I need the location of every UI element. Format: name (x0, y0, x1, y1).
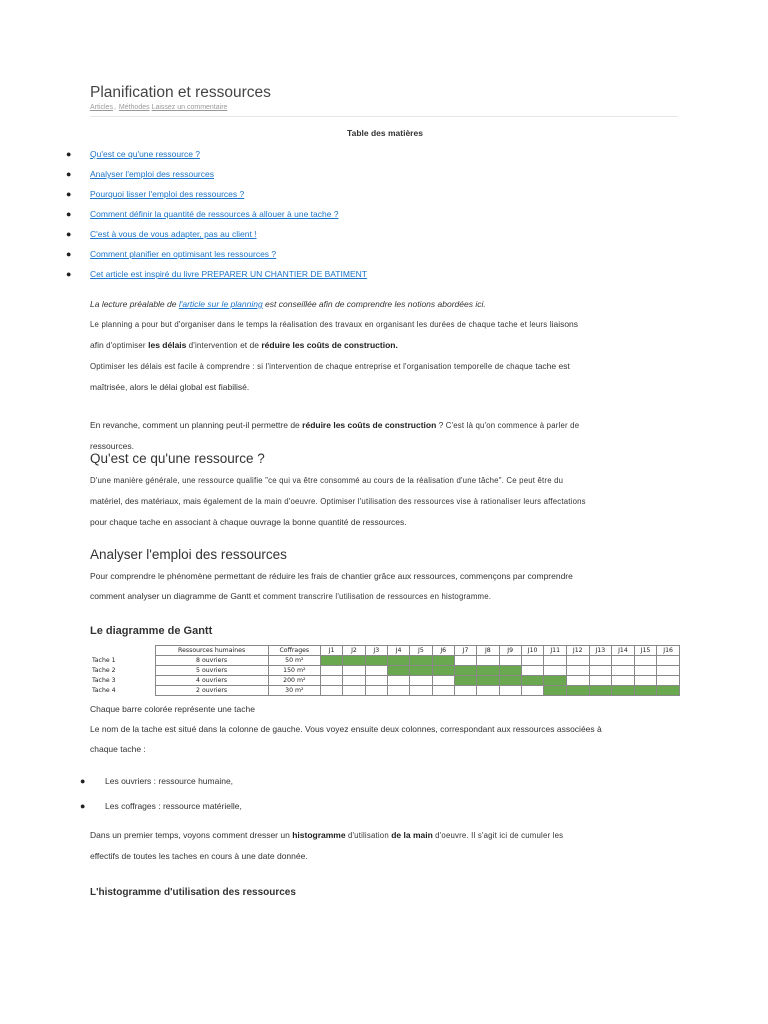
text: et de (237, 340, 262, 350)
section2-paragraph (90, 566, 680, 607)
gantt-header: J8 (477, 646, 499, 656)
list-item (80, 794, 680, 819)
text: maîtrisée, alors le délai global est fiabilisé. (90, 382, 250, 392)
gantt-task-name: Tache 4 (90, 686, 155, 696)
toc-link[interactable]: Comment définir la quantité de ressources à allouer à une tache ? (90, 209, 339, 219)
gantt-header: J6 (432, 646, 454, 656)
gantt-bar-cell (321, 656, 343, 666)
text: Dans un premier temps, voyons comment dresser un (90, 830, 293, 840)
gantt-day-cell (612, 656, 635, 666)
gantt-day-cell (410, 676, 432, 686)
toc-link[interactable]: Cet article est inspiré du livre PREPARER UN CHANTIER DE BATIMENT (90, 269, 367, 279)
gantt-bar-cell (499, 676, 521, 686)
comment-link[interactable]: Laissez un commentaire (151, 104, 228, 111)
text: Le nom de la tache est situé dans la colonne de gauche. Vous voyez ensuite deux colonnes, correspondant aux ressources associées à (90, 724, 602, 734)
gantt-day-cell (566, 666, 589, 676)
text: Les coffrages : ressource matérielle, (105, 801, 242, 811)
gantt-bar-cell (410, 666, 432, 676)
text: d'oeuvre (432, 831, 467, 840)
gantt-day-cell (612, 676, 635, 686)
text: ce qu'une (132, 451, 191, 466)
divider (90, 116, 678, 117)
gantt-day-cell (544, 656, 567, 666)
tag-link[interactable]: Méthodes (118, 104, 150, 111)
gantt-header: J13 (589, 646, 612, 656)
gantt-coffrage-cell: 50 m² (268, 656, 320, 666)
gantt-bar-cell (544, 676, 567, 686)
toc-title: Table des matières (347, 128, 423, 138)
gantt-header: Coffrages (268, 646, 320, 656)
section1-paragraph (90, 470, 680, 532)
gantt-day-cell (321, 686, 343, 696)
intro-paragraph-1 (90, 294, 680, 314)
text: ressource ? (190, 451, 265, 466)
text: Analyser (90, 547, 147, 562)
gantt-day-cell (657, 656, 680, 666)
toc-link[interactable]: Analyser l'emploi des ressources (90, 169, 214, 179)
gantt-table (90, 645, 680, 696)
category-link[interactable]: Articles (90, 104, 113, 111)
gantt-day-cell (365, 676, 387, 686)
gantt-header: J12 (566, 646, 589, 656)
text: d'intervention (186, 341, 238, 350)
gantt-task-name: Tache 3 (90, 676, 155, 686)
toc-item (66, 184, 680, 204)
gantt-day-cell (343, 666, 365, 676)
gantt-day-cell (521, 656, 544, 666)
bullet-icon: ● (66, 229, 72, 239)
gantt-rh-cell: 4 ouvriers (155, 676, 268, 686)
gantt-row (90, 676, 680, 686)
toc-link[interactable]: Pourquoi lisser l'emploi des ressources ? (90, 189, 245, 199)
gantt-row (90, 686, 680, 696)
gantt-bar-cell (432, 666, 454, 676)
gantt-bar-cell (634, 686, 657, 696)
text: est conseillée afin de comprendre les notions abordées ici. (262, 299, 486, 309)
gantt-coffrage-cell: 150 m² (268, 666, 320, 676)
histogram-intro (90, 825, 680, 866)
bullet-icon: ● (66, 169, 72, 179)
gantt-header-row (90, 646, 680, 656)
gantt-day-cell (499, 656, 521, 666)
gantt-header: J5 (410, 646, 432, 656)
toc-list (66, 144, 680, 284)
text: d'utilisation (345, 831, 389, 840)
gantt-bar-cell (612, 686, 635, 696)
gantt-day-cell (343, 676, 365, 686)
gantt-day-cell (612, 666, 635, 676)
gantt-day-cell (634, 676, 657, 686)
toc-item (66, 144, 680, 164)
gantt-day-cell (477, 686, 499, 696)
page-title: Planification et ressources (90, 84, 271, 101)
gantt-day-cell (321, 676, 343, 686)
gantt-day-cell (566, 676, 589, 686)
text: ressources. (90, 441, 134, 451)
gantt-day-cell (387, 686, 409, 696)
text: comment analyser un diagramme de Gantt (90, 591, 252, 601)
text: et comment transcrire l'utilisation de ressources en histogramme. (251, 592, 492, 601)
gantt-day-cell (410, 686, 432, 696)
intro-paragraph-2 (90, 314, 680, 356)
text: En revanche, comment un planning peut-il permettre de (90, 420, 303, 430)
gantt-day-cell (657, 666, 680, 676)
gantt-bar-cell (454, 666, 476, 676)
gantt-bar-cell (566, 686, 589, 696)
section-title-analyser (90, 546, 680, 564)
toc-item (66, 204, 680, 224)
gantt-corner (90, 646, 155, 656)
gantt-day-cell (589, 666, 612, 676)
bullet-icon: ● (66, 209, 72, 219)
gantt-bar-cell (544, 686, 567, 696)
bold-text: les délais (148, 340, 187, 350)
gantt-row (90, 666, 680, 676)
gantt-rh-cell: 8 ouvriers (155, 656, 268, 666)
text: effectifs de toutes les taches en cours à une date donnée. (90, 851, 308, 861)
gantt-day-cell (432, 686, 454, 696)
gantt-day-cell (634, 656, 657, 666)
text: Les ouvriers : ressource humaine, (105, 776, 234, 786)
section-title-ressource (90, 450, 680, 468)
gantt-bar-cell (521, 676, 544, 686)
post-meta (90, 103, 680, 112)
gantt-day-cell (657, 676, 680, 686)
text: Le planning a pour but d'organiser dans le temps la réalisation des travaux en organisant les durées de chaque tache et leurs (90, 320, 548, 329)
bullet-icon: ● (66, 269, 72, 279)
planning-article-link[interactable]: l'article sur le planning (178, 299, 263, 309)
bullet-icon: ● (66, 149, 72, 159)
gantt-header: J7 (454, 646, 476, 656)
bold-text: réduire les coûts de construction. (261, 340, 398, 350)
gantt-header: J2 (343, 646, 365, 656)
text: . Il s'agit ici de cumuler les (466, 831, 564, 840)
gantt-bar-cell (432, 656, 454, 666)
gantt-day-cell (566, 656, 589, 666)
gantt-bar-cell (387, 656, 409, 666)
text: C'est là qu'on commence à parler de (445, 421, 580, 430)
bullet-icon: ● (80, 801, 86, 811)
gantt-day-cell (634, 666, 657, 676)
resource-list (80, 769, 680, 819)
gantt-day-cell (365, 666, 387, 676)
gantt-header: J16 (657, 646, 680, 656)
gantt-row (90, 656, 680, 666)
text: Qu'est (90, 451, 133, 466)
text: La lecture préalable de (90, 299, 179, 309)
text: des ressources (191, 547, 287, 562)
gantt-day-cell (544, 666, 567, 676)
toc-item (66, 244, 680, 264)
gantt-day-cell (365, 686, 387, 696)
gantt-bar-cell (387, 666, 409, 676)
gantt-coffrage-cell: 200 m² (268, 676, 320, 686)
gantt-day-cell (589, 656, 612, 666)
text: l'emploi (146, 547, 192, 562)
bold-text: histogramme (292, 830, 346, 840)
gantt-bar-cell (477, 666, 499, 676)
gantt-rh-cell: 2 ouvriers (155, 686, 268, 696)
bullet-icon: ● (80, 776, 86, 786)
text: ? (436, 420, 446, 430)
text: Pour comprendre le phénomène permettant de réduire les frais de chantier grâce aux ressources, commençons par comprendre (90, 571, 573, 581)
gantt-day-cell (499, 686, 521, 696)
gantt-header: J3 (365, 646, 387, 656)
intro-paragraph-3 (90, 356, 680, 397)
gantt-header: J1 (321, 646, 343, 656)
gantt-bar-cell (454, 676, 476, 686)
gantt-day-cell (454, 686, 476, 696)
gantt-day-cell (387, 676, 409, 686)
gantt-task-name: Tache 1 (90, 656, 155, 666)
gantt-body (90, 656, 680, 696)
toc-item (66, 164, 680, 184)
gantt-day-cell (432, 676, 454, 686)
gantt-bar-cell (365, 656, 387, 666)
bullet-icon: ● (66, 189, 72, 199)
gantt-day-cell (589, 676, 612, 686)
list-item (80, 769, 680, 794)
article (66, 83, 680, 900)
text: Optimiser les délais est facile à comprendre : si l'intervention de chaque entreprise et l'organisation temporelle de chaque (90, 362, 533, 371)
gantt-day-cell (521, 666, 544, 676)
gantt-task-name: Tache 2 (90, 666, 155, 676)
text: d'optimiser (106, 341, 149, 350)
gantt-header: J9 (499, 646, 521, 656)
gantt-header: J10 (521, 646, 544, 656)
text: D'une manière générale, une ressource qualifie "ce qui va être consommé au cours de la réalisation d'une tâche". Ce peut être du (90, 476, 564, 485)
gantt-bar-cell (589, 686, 612, 696)
gantt-bar-cell (410, 656, 432, 666)
histogram-subtitle: L'histogramme d'utilisation des ressources (90, 887, 296, 898)
gantt-explanation (90, 719, 680, 759)
gantt-header: J15 (634, 646, 657, 656)
gantt-day-cell (521, 686, 544, 696)
gantt-caption: Chaque barre colorée représente une tache (90, 704, 255, 714)
text: chaque tache : (90, 744, 146, 754)
gantt-header: J14 (612, 646, 635, 656)
gantt-header: Ressources humaines (155, 646, 268, 656)
gantt-header: J11 (544, 646, 567, 656)
meta-separator: , (113, 104, 116, 111)
text: pour chaque tache en associant à chaque ouvrage la bonne quantité de ressources. (90, 517, 407, 527)
gantt-bar-cell (477, 676, 499, 686)
gantt-day-cell (321, 666, 343, 676)
text: matériel, des matériaux, mais (90, 496, 204, 506)
bullet-icon: ● (66, 249, 72, 259)
text: tache est (532, 361, 570, 371)
text: liaisons (547, 319, 579, 329)
toc-link[interactable]: C'est à vous de vous adapter, pas au client ! (90, 229, 257, 239)
text: afin (90, 340, 107, 350)
bold-text: de la main (388, 830, 433, 840)
gantt-day-cell (477, 656, 499, 666)
gantt-rh-cell: 5 ouvriers (155, 666, 268, 676)
gantt-bar-cell (657, 686, 680, 696)
gantt-header: J4 (387, 646, 409, 656)
toc-link[interactable]: Comment planifier en optimisant les ressources ? (90, 249, 277, 259)
bold-text: réduire les coûts de construction (302, 420, 437, 430)
toc-link[interactable]: Qu'est ce qu'une ressource ? (90, 149, 201, 159)
toc-item (66, 224, 680, 244)
gantt-bar-cell (343, 656, 365, 666)
gantt-bar-cell (499, 666, 521, 676)
gantt-day-cell (454, 656, 476, 666)
gantt-day-cell (343, 686, 365, 696)
text: également de la main d'oeuvre. Optimiser l'utilisation des ressources vise à rationaliser leurs affectations (203, 497, 586, 506)
gantt-subtitle: Le diagramme de Gantt (90, 625, 213, 637)
toc-item (66, 264, 680, 284)
gantt-coffrage-cell: 30 m² (268, 686, 320, 696)
